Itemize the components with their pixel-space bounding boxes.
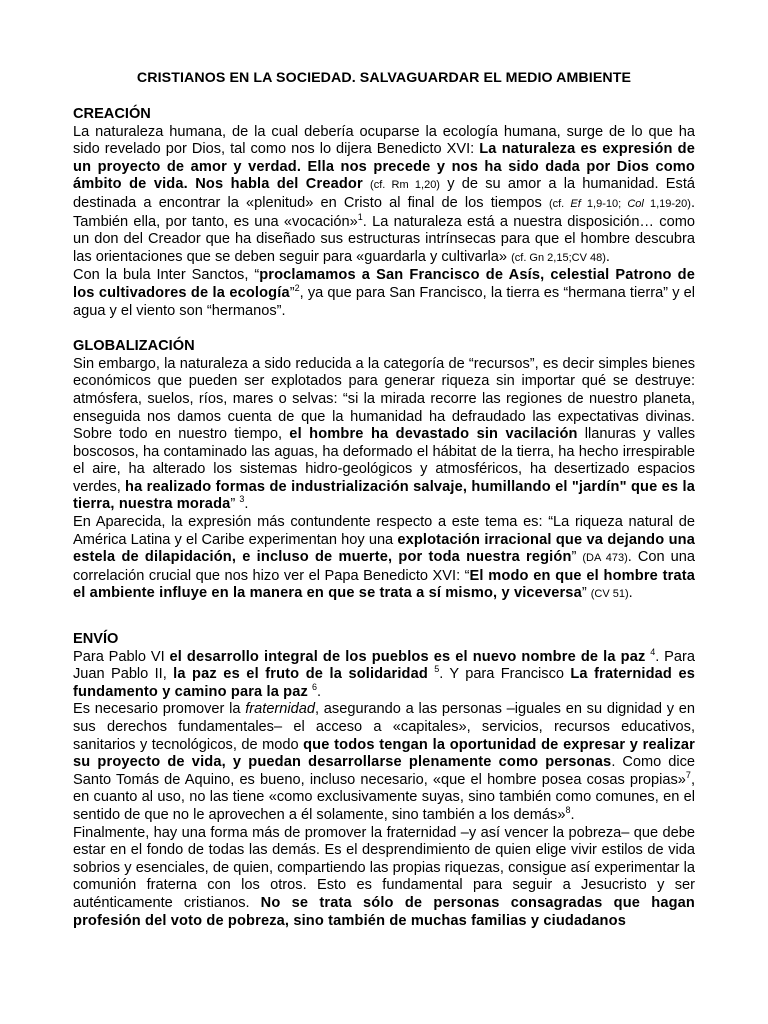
text-run: . Como dice Santo Tomás de Aquino, es bueno, incluso necesario, «que el hombre posea cosas propias» [73, 754, 695, 788]
text-run: . [605, 248, 610, 265]
text-run: . Y para Francisco [439, 666, 571, 683]
text-run: y de su amor a la humanidad. Está destinada a encontrar la «plenitud» en Cristo al final de los tiempos [73, 176, 695, 211]
citation: 1,19-20) [643, 197, 691, 210]
bold-run: La naturaleza es expresión de un proyecto de amor y verdad. Ella nos precede y nos ha sido dada por Dios como ámbito de vida. Nos habla del Creador [73, 141, 695, 193]
text-run: , en cuanto al uso, no las tiene «como exclusivamente suyas, sino también como comunes, en el sentido de que no le aprovechen a él solamente, sino también a los demás» [73, 771, 695, 823]
citation: (cf. [548, 197, 571, 210]
footnote-ref: 3 [239, 494, 245, 505]
bold-run: La fraternidad es fundamento y camino para la paz [73, 666, 695, 700]
document-title: CRISTIANOS EN LA SOCIEDAD. SALVAGUARDAR EL MEDIO AMBIENTE [136, 70, 632, 86]
text-run [363, 176, 370, 192]
footnote-ref: 1 [357, 211, 363, 222]
bold-run: ha realizado formas de industrialización salvaje, humillando el "jardín" que es la tierra, nuestra morada [73, 478, 695, 513]
text-run: En Aparecida, la expresión más contundente respecto a este tema es: “La riqueza natural de América Latina y el Caribe experimentan hoy una [73, 514, 695, 548]
text-run: Finalmente, hay una forma más de promover la fraternidad –y así vencer la pobreza– que debe estar en el fondo de todas las demás. Es el desprendimiento de quien elige vivir estilos de vida sobrios y esenciales, de quien, compartiendo las propias riquezas, consigue así experimentar la comunión fraterna con los otros. Esto es fundamental para seguir a Jesucristo y ser auténticamente cristianos. [73, 824, 695, 911]
citation: 1,9-10; [580, 197, 628, 210]
bold-run: El modo en que el hombre trata el ambiente influye en la manera en que se trata a sí mismo, y viceversa [73, 567, 695, 602]
italic-run: fraternidad [245, 701, 316, 718]
footnote-ref: 8 [565, 805, 571, 816]
footnote-ref: 7 [685, 769, 691, 780]
text-run: ” [289, 284, 295, 301]
text-run: Para Pablo VI [73, 648, 170, 665]
section-heading-envio: ENVÍO [73, 631, 119, 648]
bold-run: proclamamos a San Francisco de Asís, celestial Patrono de los cultivadores de la ecología [73, 267, 695, 301]
citation: (CV 51) [590, 588, 629, 601]
bold-run: el hombre ha devastado sin vacilación [289, 426, 578, 443]
paragraph-envio-3 [73, 825, 695, 931]
section-heading-creacion: CREACIÓN [73, 106, 151, 122]
section-gap [73, 320, 695, 338]
paragraph-creacion-1 [73, 124, 695, 268]
text-run: . Con una correlación crucial que nos hizo ver el Papa Benedicto XVI: “ [73, 549, 695, 584]
paragraph-envio-2 [73, 701, 695, 824]
footnote-ref: 4 [650, 646, 656, 657]
paragraph-globalizacion-1 [73, 356, 695, 514]
citation-italic: Ef [570, 197, 581, 210]
citation: (DA 473) [582, 552, 628, 565]
bold-run: explotación irracional que va dejando una estela de dilapidación, e incluso de muerte, por toda nuestra región [73, 531, 695, 566]
citation-italic: Col [627, 197, 644, 210]
section-gap [73, 604, 695, 631]
text-run: . Para Juan Pablo II, [73, 648, 695, 683]
bold-run: la paz es el fruto de la solidaridad [173, 666, 428, 683]
text-run: La naturaleza humana, de la cual debería ocuparse la ecología humana, surge de lo que ha sido revelado por Dios, tal como nos lo dijera Benedicto XVI: [73, 123, 695, 158]
text-run: , asegurando a las personas –iguales en su dignidad y en sus derechos fundamentales– el acceso a «capitales», servicios, recursos educativos, sanitarios y tecnológicos, de modo [73, 701, 695, 753]
paragraph-creacion-2 [73, 267, 695, 320]
citation: (cf. Gn 2,15;CV 48) [511, 251, 606, 264]
footnote-ref: 5 [434, 664, 440, 675]
text-run: , ya que para San Francisco, la tierra es “hermana tierra” y el agua y el viento son “hermanos”. [73, 284, 695, 319]
paragraph-envio-1 [73, 646, 695, 702]
footnote-ref: 2 [294, 283, 300, 294]
text-run: . La naturaleza está a nuestra disposición… como un don del Creador que ha diseñado sus estructuras intrínsecas para que el hombre descubra las orientaciones que se deben seguir para «guardarla y cultivarla» [73, 213, 695, 265]
text-run: . [570, 806, 575, 823]
text-run: . [317, 683, 322, 700]
section-heading-globalizacion: GLOBALIZACIÓN [73, 338, 195, 355]
text-run: . [628, 585, 633, 602]
paragraph-globalizacion-2 [73, 514, 695, 604]
footnote-ref: 6 [312, 681, 318, 692]
bold-run: No se trata sólo de personas consagradas que hagan profesión del voto de pobreza, sino también de muchas familias y ciudadanos [73, 894, 695, 929]
bold-run: que todos tengan la oportunidad de expresar y realizar su proyecto de vida, y puedan desarrollarse plenamente como personas [73, 736, 695, 771]
text-run: Con la bula Inter Sanctos, “ [73, 267, 260, 284]
text-run: llanuras y valles boscosos, ha contaminado las aguas, ha deformado el hábitat de la tierra, ha hecho irrespirable el aire, ha alterado los sistemas hidro-geológicos y atmosféricos, ha desertizado espacios verdes, [73, 426, 695, 495]
citation: (cf. Rm 1,20) [370, 179, 440, 192]
text-run: ” [571, 549, 583, 566]
bold-run: el desarrollo integral de los pueblos es el nuevo nombre de la paz [169, 648, 646, 665]
text-run: ” [581, 585, 591, 602]
text-run: Es necesario promover la [73, 701, 246, 718]
text-run: . También ella, por tanto, es una «vocación» [73, 194, 696, 230]
text-run: ” [230, 496, 240, 513]
text-run: . [244, 496, 249, 513]
text-run: Sin embargo, la naturaleza a sido reducida a la categoría de “recursos”, es decir simples bienes económicos que pueden ser explotados para generar riqueza sin importar qué se destruye: atmósfera, suelos, ríos, mares o selvas: “si la mirada recorre las regiones de nuestro planeta, enseguida nos damos cuenta de que la humanidad ha defraudado las expectativas divinas. Sobre todo en nuestro tiempo, [73, 355, 695, 443]
